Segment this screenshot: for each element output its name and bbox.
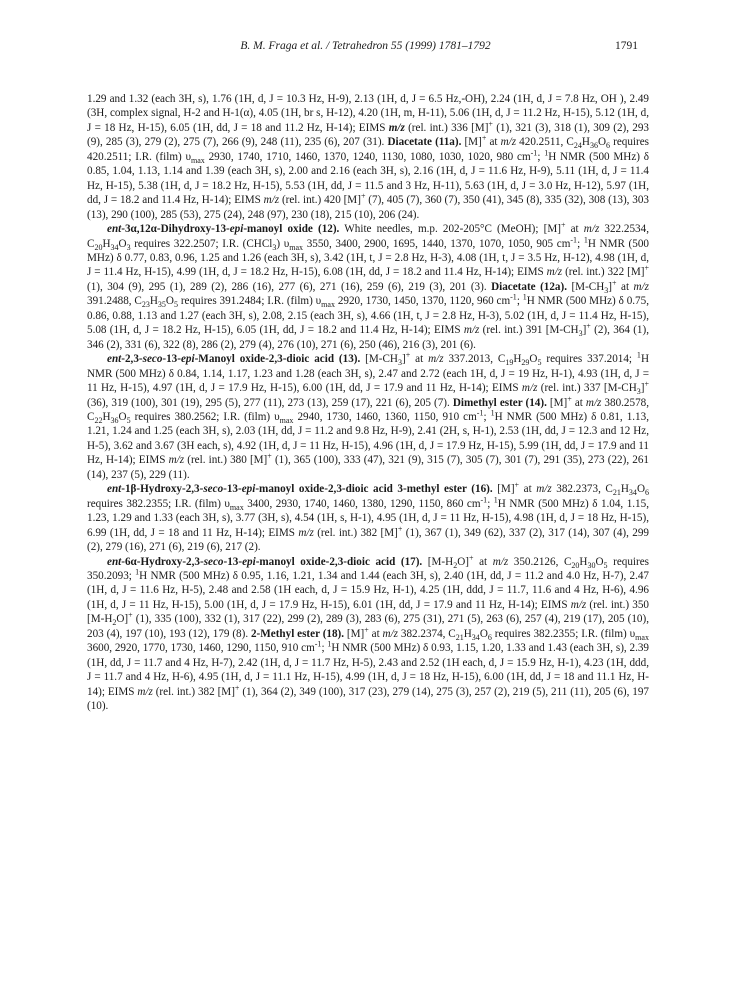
bold-heading: -manoyl oxide-2,3-dioic acid 3-methyl ester (16). [255,483,493,496]
italic-run: m/z [585,396,602,409]
italic-run: m/z [137,685,153,698]
superscript: + [560,220,566,230]
superscript: + [364,625,369,635]
italic-run: m/z [521,382,538,395]
text-run: (1), 321 (3), 318 (1), 309 (2), 293 (9), 285 (3), 279 (2), 275 (7), 266 (9), 248 (11), 235 (6), 207 (31). [87,121,649,149]
text-run: 337.2013, C [443,353,506,366]
subscript: 6 [606,141,611,151]
subscript: 5 [537,358,542,368]
superscript: + [644,379,649,389]
superscript: + [360,191,366,201]
experimental-text [87,92,649,713]
text-run: requires 322.2507; I.R. (CHCl [130,237,273,250]
text-run: H [463,627,472,640]
subscript: 3 [636,387,641,397]
bold-heading: -2,3- [121,353,143,366]
text-run: (rel. int.) 336 [M] [404,121,489,134]
text-run: 2930, 1740, 1710, 1460, 1370, 1240, 1130, 1080, 1030, 1020, 980 cm [204,150,531,163]
text-run: H [579,555,588,568]
text-run: requires 391.2484; I.R. (film) υ [177,295,322,308]
superscript: + [468,552,474,562]
italic-bold-run: epi [180,353,195,366]
bold-heading: -6α-Hydroxy-2,3- [121,555,204,568]
text-run: H NMR (500 MHz) δ 0.77, 0.83, 0.96, 1.25 and 1.26 (each 3H, s), 3.42 (1H, t, J = 2.8 Hz, H-3), 4.08 (1H, t, J = 3.5 Hz, H-12), 4.98 (1H, d, J = 11.4 Hz, H-15), 4.99 (1H, d, J = 18.2 Hz, H-15), 6.08 (1H, dd, J = 18.2 and 11.4 Hz, H-14); EIMS [87,237,649,279]
superscript: 1 [583,234,588,244]
text-run: at [519,483,537,496]
bold-heading: -1β-Hydroxy-2,3- [121,483,204,496]
superscript: + [612,278,617,288]
text-run: (rel. int.) 350 [M-H [87,598,649,626]
italic-run: m/z [298,526,314,539]
subscript: 21 [612,488,621,498]
text-run: 420.2511, C [516,136,574,149]
text-run: (1), 367 (1), 349 (62), 337 (2), 317 (14), 307 (4), 299 (2), 279 (16), 271 (6), 219 (6), 217 (2). [87,526,649,554]
text-run: [M-H [422,555,454,568]
text-run: 382.2374, C [398,627,456,640]
bold-heading: Diacetate (11a). [387,136,462,149]
text-run: at [616,280,634,293]
subscript: max [289,242,304,252]
subscript: 3 [272,242,277,252]
text-run: requires 350.2093; [87,555,649,582]
text-run: (1), 335 (100), 332 (1), 317 (22), 299 (2), 289 (3), 283 (6), 275 (31), 271 (5), 263 (6), 257 (4), 219 (17), 205 (10), 203 (4), 197 (10), 193 (12), 179 (8). [87,613,649,640]
text-run: H NMR (500 MHz) δ 0.84, 1.14, 1.17, 1.23 and 1.28 (each 3H, s), 2.47 and 2.72 (each 1H, d, J = 19 Hz, H-1), 4.93 (1H, d, J = 11 Hz, H-15), 4.97 (1H, d, J = 17.9 Hz, H-15), 6.00 (1H, dd, J = 17.9 and 11 Hz, H-14); EIMS [87,353,649,395]
text-run: [M] [546,396,568,409]
superscript: -1 [510,292,517,302]
italic-run: m/z [583,223,600,236]
subscript: 23 [141,300,150,310]
text-run: requires 380.2562; I.R. (film) υ [130,410,280,423]
superscript: + [488,119,493,129]
bold-heading: -manoyl oxide-2,3-dioic acid (17). [255,555,423,568]
bold-heading: -13- [162,353,181,366]
paragraph-compound-16 [87,482,649,554]
subscript: 22 [94,416,103,426]
superscript: -1 [476,408,484,418]
text-run: H NMR (500 MHz) δ 0.81, 1.13, 1.21, 1.24 and 1.25 (each 3H, s), 2.03 (1H, dd, J = 11.2 and 9.8 Hz, H-9), 2.41 (2H, s, H-1), 2.53 (1H, dd, J = 12.3 and 12 Hz, H-5), 3.62 and 3.67 (3H each, s), 4.92 (1H, d, J = 11 Hz, H-15), 4.96 (1H, d, J = 17.9 Hz, H-15), 5.99 (1H, dd, J = 17.9 and 11 Hz, H-14); EIMS [87,410,649,467]
bold-heading: -3α,12α-Dihydroxy-13- [121,223,230,236]
subscript: 36 [110,416,119,426]
page-header [0,40,731,56]
italic-bold-run: m/z [388,121,405,134]
text-run: H NMR (500 MHz) δ 0.75, 0.86, 0.88, 1.13 and 1.27 (each 3H, s), 2.08, 2.15 (each 3H, s), 4.66 (1H, t, J = 2.8 Hz, H-3), 5.02 (1H, d, J = 11.4 Hz, H-15), 5.08 (1H, d, J = 18.2 Hz, H-15), 6.05 (1H, dd, J = 18.2 and 11.4 Hz, H-14); EIMS [87,295,649,337]
text-run: [M-CH [360,353,398,366]
subscript: 5 [603,560,608,570]
subscript: 35 [157,300,166,310]
italic-bold-run: epi [241,483,256,496]
text-run: requires 382.2355; I.R. (film) υ [87,497,230,510]
text-run: (rel. int.) 382 [M] [152,685,235,698]
italic-run: m/z [492,555,509,568]
italic-bold-run: seco [203,555,224,568]
text-run: at [571,396,586,409]
italic-bold-run: ent [107,353,122,366]
text-run: requires 337.2014; [541,353,637,366]
text-run: ] [608,280,612,293]
text-run: O [165,295,174,308]
running-head: B. M. Fraga et al. / Tetrahedron 55 (1999) 1781–1792 [240,40,491,52]
italic-bold-run: seco [142,353,163,366]
superscript: 1 [522,292,527,302]
superscript: -1 [530,148,538,158]
text-run: (rel. int.) 380 [M] [184,454,268,467]
text-run: (1), 304 (9), 295 (1), 289 (2), 286 (16), 277 (6), 271 (16), 259 (6), 219 (3), 201 (3). [87,280,492,293]
paragraph-compound-11 [87,92,649,222]
italic-bold-run: epi [229,223,244,236]
italic-bold-run: epi [242,555,256,568]
italic-bold-run: ent [107,483,122,496]
subscript: 36 [589,141,598,151]
italic-bold-run: ent [107,223,122,236]
subscript: 24 [573,141,582,151]
bold-heading: Dimethyl ester (14). [452,396,547,409]
italic-run: m/z [500,136,517,149]
text-run: O [595,555,604,568]
text-run: (2), 364 (1), 346 (2), 331 (6), 322 (8), 286 (2), 279 (4), 276 (10), 271 (6), 250 (46), 216 (3), 201 (6). [87,324,649,351]
text-run: O [118,237,127,250]
subscript: 3 [397,358,402,368]
superscript: + [567,393,572,403]
text-run: ; [537,150,545,163]
subscript: max [635,632,649,642]
subscript: max [190,156,205,166]
superscript: + [481,133,487,143]
text-run: (rel. int.) 420 [M] [279,194,361,207]
text-run: ) υ [276,237,290,250]
superscript: 1 [636,350,641,360]
text-run: at [486,136,501,149]
text-run: 3400, 2930, 1740, 1460, 1380, 1290, 1150, 860 cm [243,497,481,510]
text-run: (rel. int.) 337 [M-CH [537,382,637,395]
superscript: + [397,523,403,533]
text-run: H [102,410,111,423]
italic-run: m/z [536,483,552,496]
bold-heading: Diacetate (12a). [491,280,567,293]
italic-bold-run: ent [107,555,122,568]
text-run: ] [582,324,587,337]
text-run: O [479,627,488,640]
subscript: 30 [587,560,596,570]
text-run: O [597,136,606,149]
text-run: at [410,353,429,366]
text-run: 322.2534, C [87,223,649,250]
subscript: max [321,300,335,310]
subscript: 6 [487,632,492,642]
subscript: 21 [455,632,464,642]
italic-bold-run: seco [203,483,224,496]
text-run: H [102,237,111,250]
text-run: O [118,410,127,423]
text-run: 1.29 and 1.32 (each 3H, s), 1.76 (1H, d, J = 10.3 Hz, H-9), 2.13 (1H, d, J = 6.5 Hz,-OH), 2.24 (1H, d, J = 7.8 Hz, OH ), 2.49 (3H, complex signal, H-2 and H-1(α), 4.05 (1H, br s, H-12), 4.20 (1H, m, H-11), 5.06 (1H, d, J = 11.2 Hz, H-15), 5.12 (1H, d, J = 18 Hz, H-15), 6.05 (1H, dd, J = 18 and 11.2 Hz, H-14); EIMS [87,93,649,134]
text-run: H [513,353,522,366]
bold-heading: -manoyl oxide (12). [243,223,340,236]
text-run: [M] [344,627,365,640]
bold-heading: -13- [223,483,242,496]
text-run: at [565,223,584,236]
text-run: (rel. int.) 322 [M] [562,266,645,279]
text-run: 2920, 1730, 1450, 1370, 1120, 960 cm [334,295,511,308]
superscript: + [644,263,649,273]
bold-heading: -Manoyl oxide-2,3-dioic acid (13). [194,353,361,366]
text-run: O] [457,555,469,568]
text-run: ; [321,642,328,655]
text-run: (7), 405 (7), 360 (7), 350 (41), 345 (8), 335 (32), 308 (13), 303 (13), 290 (100), 285 (53), 275 (24), 248 (97), 230 (18), 215 (10), 206 (24). [87,194,649,221]
italic-run: m/z [463,324,480,337]
text-run: at [473,555,493,568]
subscript: 6 [644,488,649,498]
subscript: 34 [628,488,637,498]
text-run: H NMR (500 MHz) δ 0.95, 1.16, 1.21, 1.34 and 1.44 (each 3H, s), 2.40 (1H, dd, J = 11.2 and 4.0 Hz, H-7), 2.47 (1H, d, J = 11.6 Hz, H-5), 2.48 and 2.58 (1H each, d, J = 15.9 Hz, H-1), 4.25 (1H, ddd, J = 11.7, 11.6 and 4 Hz, H-6), 4.96 (1H, d, J = 11 Hz, H-15), 5.00 (1H, d, J = 17.9 Hz, H-15), 6.01 (1H, dd, J = 17.9 and 11 Hz, H-14); EIMS [87,569,649,611]
text-run: at [368,627,383,640]
text-run: (36), 319 (100), 301 (19), 295 (5), 277 (11), 273 (13), 259 (17), 221 (6), 205 (7). [87,396,453,409]
italic-run: m/z [570,598,587,611]
subscript: 3 [578,329,583,339]
subscript: max [279,416,294,426]
subscript: 19 [505,358,514,368]
text-run: H [620,483,629,496]
text-run: White needles, m.p. 202-205°C (MeOH); [M] [339,223,561,236]
text-run: 380.2578, C [87,396,649,423]
superscript: 1 [493,494,498,504]
text-run: ] [640,382,645,395]
bold-heading: -13- [223,555,243,568]
text-run: (1), 364 (2), 349 (100), 317 (23), 279 (14), 275 (3), 257 (2), 219 (5), 211 (11), 205 (6), 197 (10). [87,685,649,713]
superscript: -1 [314,639,322,649]
text-run: 3600, 2920, 1770, 1730, 1460, 1290, 1150, 910 cm [87,642,315,655]
italic-run: m/z [633,280,649,293]
subscript: 5 [126,416,131,426]
superscript: -1 [570,234,578,244]
text-run: H NMR (500 MHz) δ 0.85, 1.04, 1.13, 1.14 and 1.39 (each 3H, s), 2.00 and 2.16 (each 3H, s), 2.16 (1H, d, J = 11.6 Hz, H-9), 5.11 (1H, d, J = 11.4 Hz, H-15), 5.38 (1H, d, J = 18.2 Hz, H-15), 5.53 (1H, dd, J = 11.5 and 3 Hz, H-11), 5.63 (1H, d, J = 3.0 Hz, H-12), 5.97 (1H, dd, J = 18.2 and 11.4 Hz, H-14); EIMS [87,150,649,207]
superscript: 1 [490,408,495,418]
text-run: H [149,295,158,308]
italic-run: m/z [168,454,185,467]
superscript: + [267,451,272,461]
subscript: 34 [471,632,480,642]
text-run: 391.2488, C [87,295,142,308]
text-run: O [636,483,645,496]
subscript: 3 [126,242,131,252]
paragraph-compound-17 [87,552,650,714]
superscript: 1 [135,567,140,577]
text-run: (rel. int.) 391 [M-CH [479,324,579,337]
superscript: + [405,350,411,360]
text-run: 2940, 1730, 1460, 1360, 1150, 910 cm [293,410,477,423]
text-run: (rel. int.) 382 [M] [313,526,398,539]
text-run: [M-CH [567,280,605,293]
text-run: [M] [461,136,482,149]
text-run: 350.2126, C [508,555,572,568]
text-run: 382.2373, C [551,483,613,496]
bold-heading: 2-Methyl ester (18). [250,627,345,640]
subscript: 2 [112,618,117,628]
subscript: 34 [110,242,119,252]
text-run: H [581,136,590,149]
text-run: ; [487,497,494,510]
text-run: H NMR (500 MHz) δ 0.93, 1.15, 1.20, 1.33 and 1.43 (each 3H, s), 2.39 (1H, dd, J = 11.7 and 4 Hz, H-7), 2.42 (1H, d, J = 11.7 Hz, H-5), 2.43 and 2.52 (1H each, d, J = 15.9 Hz, H-1), 4.23 (1H, ddd, J = 11.7 and 4 Hz, H-6), 4.95 (1H, d, J = 11.1 Hz, H-15), 4.99 (1H, d, J = 18 Hz, H-15), 6.00 (1H, dd, J = 18 and 11.1 Hz, H-14); EIMS [87,642,650,698]
superscript: + [234,682,240,692]
text-run: ; [483,410,491,423]
subscript: 3 [604,286,609,296]
text-run: ] [402,353,406,366]
text-run: ; [516,295,523,308]
text-run: H NMR (500 MHz) δ 1.04, 1.15, 1.23, 1.29 and 1.33 (each 3H, s), 3.77 (3H, s), 4.54 (1H, s, H-1), 4.95 (1H, d, J = 11 Hz, H-15), 4.98 (1H, d, J = 18 Hz, H-15), 6.99 (1H, dd, J = 18 and 11 Hz, H-14); EIMS [87,497,649,539]
subscript: 20 [571,560,580,570]
superscript: + [586,321,591,331]
superscript: 1 [544,148,549,158]
subscript: 29 [521,358,530,368]
text-run: 3550, 3400, 2900, 1695, 1440, 1370, 1070, 1050, 905 cm [303,237,571,250]
subscript: max [229,502,244,512]
italic-run: m/z [546,266,563,279]
paragraph-compound-13 [87,352,649,482]
superscript: + [128,610,133,620]
italic-run: m/z [382,627,399,640]
text-run: ; [577,237,584,250]
paragraph-compound-12 [87,222,649,352]
text-run: requires 420.2511; I.R. (film) υ [87,136,649,163]
text-run: O [529,353,538,366]
subscript: 20 [94,242,103,252]
superscript: 1 [327,639,332,649]
subscript: 2 [453,560,458,570]
subscript: 5 [173,300,178,310]
italic-run: m/z [263,194,280,207]
text-run: [M] [492,483,515,496]
superscript: -1 [480,494,488,504]
text-run: (1), 365 (100), 333 (47), 321 (9), 315 (7), 305 (7), 301 (7), 291 (35), 273 (22), 261 (14), 237 (5), 229 (11). [87,454,649,481]
text-run: requires 382.2355; I.R. (film) υ [491,627,636,640]
text-run: O] [116,613,129,626]
page-number: 1791 [615,40,638,52]
italic-run: m/z [428,353,444,366]
superscript: + [514,480,520,490]
